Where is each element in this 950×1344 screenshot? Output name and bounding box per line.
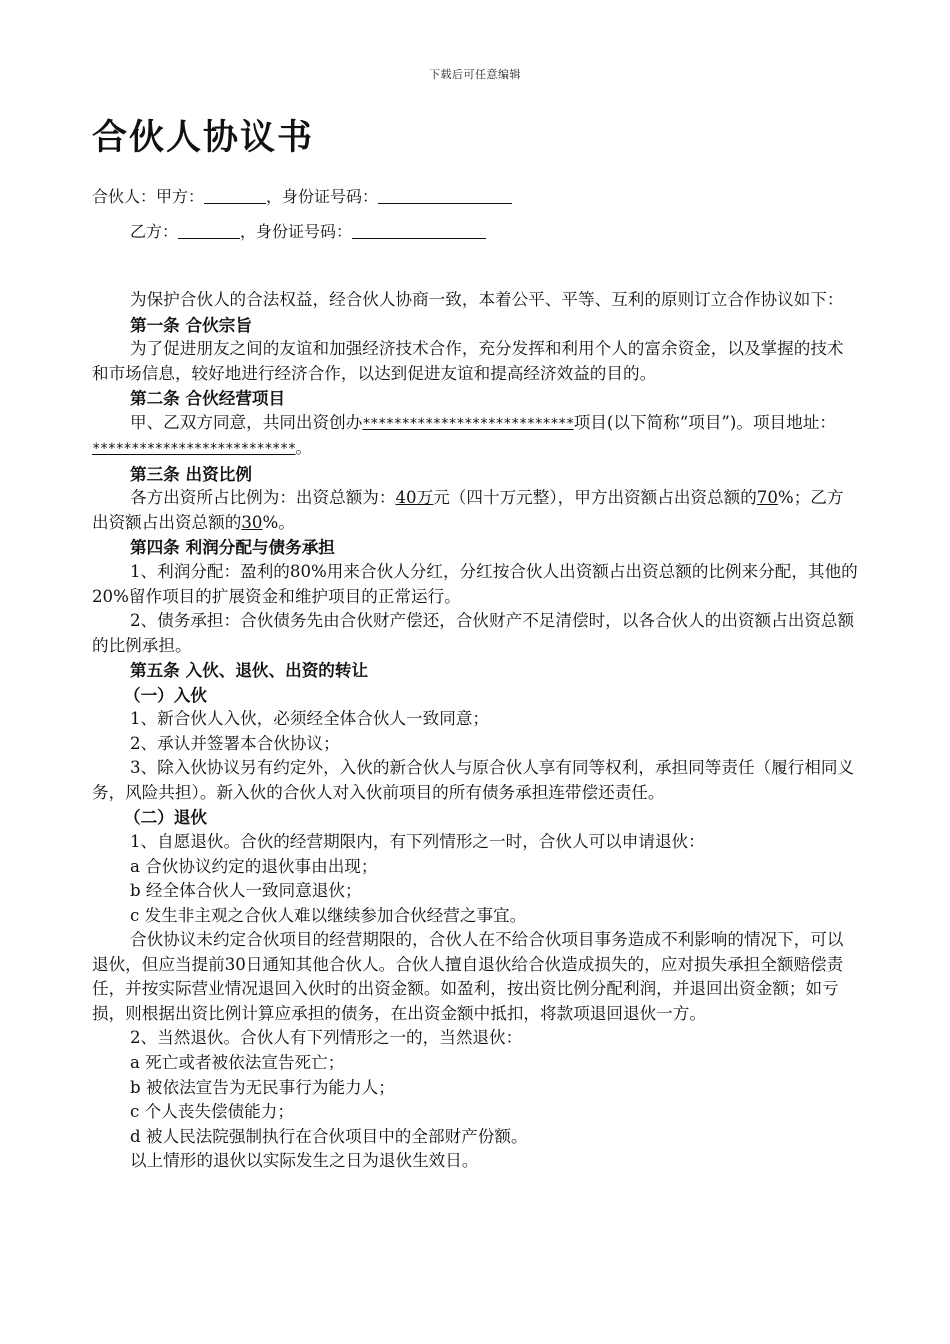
voluntary-withdraw-intro: 1、自愿退伙。合伙的经营期限内，有下列情形之一时，合伙人可以申请退伙： xyxy=(130,832,705,852)
party-b-name-blank[interactable] xyxy=(178,222,240,239)
join-item-1: 1、新合伙人入伙，必须经全体合伙人一致同意； xyxy=(130,709,490,729)
article-2-text-c: 。 xyxy=(295,438,313,458)
party-b-label: 乙方： xyxy=(130,222,179,241)
header-note: 下载后可任意编辑 xyxy=(429,68,521,81)
article-2-text xyxy=(92,411,860,462)
party-a-id-blank[interactable] xyxy=(378,187,512,204)
automatic-item-d: d 被人民法院强制执行在合伙项目中的全部财产份额。 xyxy=(130,1126,528,1146)
party-line-a xyxy=(92,184,512,207)
intro-paragraph: 为保护合伙人的合法权益，经合伙人协商一致，本着公平、平等、互利的原则订立合作协议如下： xyxy=(130,290,844,309)
join-subheading: （一）入伙 xyxy=(124,684,207,705)
article-3-text-a: 各方出资所占比例为：出资总额为： xyxy=(130,488,396,508)
article-3-heading: 第三条 出资比例 xyxy=(130,463,252,484)
debt-clause: 2、债务承担：合伙债务先由合伙财产偿还，合伙财产不足清偿时，以各合伙人的出资额占出资总额的比例承担。 xyxy=(92,611,855,655)
article-2-text-a: 甲、乙双方同意，共同出资创办 xyxy=(130,412,363,432)
party-line-b xyxy=(130,219,486,242)
party-a-name-blank[interactable] xyxy=(204,187,266,204)
withdraw-subheading: （二）退伙 xyxy=(124,807,207,828)
article-3-text-c: %；乙方出资额占出资总额的 xyxy=(92,488,844,532)
automatic-withdraw-intro: 2、当然退伙。合伙人有下列情形之一的，当然退伙： xyxy=(130,1028,523,1048)
article-3-text-d: %。 xyxy=(262,512,295,532)
automatic-item-a: a 死亡或者被依法宣告死亡； xyxy=(130,1052,345,1072)
article-3-text-b: 元（四十万元整），甲方出资额占出资总额的 xyxy=(433,488,757,508)
article-2-text-b: 项目(以下简称“项目”)。项目地址： xyxy=(573,412,836,432)
project-name-placeholder: *************************** xyxy=(362,415,574,432)
party-b-id-blank[interactable] xyxy=(352,222,486,239)
party-a-id-label: ，身份证号码： xyxy=(266,187,379,206)
voluntary-item-b: b 经全体合伙人一致同意退伙； xyxy=(130,881,362,901)
profit-distribution-clause: 1、利润分配：盈利的80%用来合伙人分红，分红按合伙人出资额占出资总额的比例来分配，其他的20%留作项目的扩展资金和维护项目的正常运行。 xyxy=(92,562,858,606)
article-1-text: 为了促进朋友之间的友谊和加强经济技术合作，充分发挥和利用个人的富余资金，以及掌握的技术和市场信息，较好地进行经济合作，以达到促进友谊和提高经济效益的目的。 xyxy=(92,339,844,383)
voluntary-item-c: c 发生非主观之合伙人难以继续参加合伙经营之事宜。 xyxy=(130,905,527,925)
party-a-label: 合伙人：甲方： xyxy=(92,187,205,206)
article-2-heading: 第二条 合伙经营项目 xyxy=(130,388,286,409)
automatic-item-b: b 被依法宣告为无民事行为能力人； xyxy=(130,1077,395,1097)
project-address-placeholder: ************************** xyxy=(92,441,296,458)
party-a-percent: 70 xyxy=(756,488,778,508)
party-b-id-label: ，身份证号码： xyxy=(240,222,353,241)
withdraw-effective-date: 以上情形的退伙以实际发生之日为退伙生效日。 xyxy=(130,1151,479,1171)
party-b-percent: 30 xyxy=(241,512,263,532)
join-item-3: 3、除入伙协议另有约定外，入伙的新合伙人与原合伙人享有同等权利，承担同等责任（履行相同义务，风险共担）。新入伙的合伙人对入伙前项目的所有债务承担连带偿还责任。 xyxy=(92,758,855,802)
article-4-heading: 第四条 利润分配与债务承担 xyxy=(130,537,335,558)
automatic-item-c: c 个人丧失偿债能力； xyxy=(130,1102,294,1122)
join-item-2: 2、承认并签署本合伙协议； xyxy=(130,733,340,753)
document-title: 合伙人协议书 xyxy=(92,117,315,158)
article-3-text xyxy=(92,486,860,535)
article-5-heading: 第五条 入伙、退伙、出资的转让 xyxy=(130,660,369,681)
agreement-body xyxy=(92,288,860,1174)
capital-amount: 40万 xyxy=(395,488,434,508)
voluntary-withdraw-text: 合伙协议未约定合伙项目的经营期限的，合伙人在不给合伙项目事务造成不利影响的情况下，可以退伙，但应当提前30日通知其他合伙人。合伙人擅自退伙给合伙造成损失的，应对损失承担全额赔偿责任，并按实际营业情况退回入伙时的出资金额。如盈利，按出资比例分配利润，并退回出资金额；如亏损，则根据出资比例计算应承担的债务，在出资金额中抵扣，将款项退回退伙一方。 xyxy=(92,930,844,1023)
voluntary-item-a: a 合伙协议约定的退伙事由出现； xyxy=(130,856,378,876)
article-1-heading: 第一条 合伙宗旨 xyxy=(130,314,252,335)
